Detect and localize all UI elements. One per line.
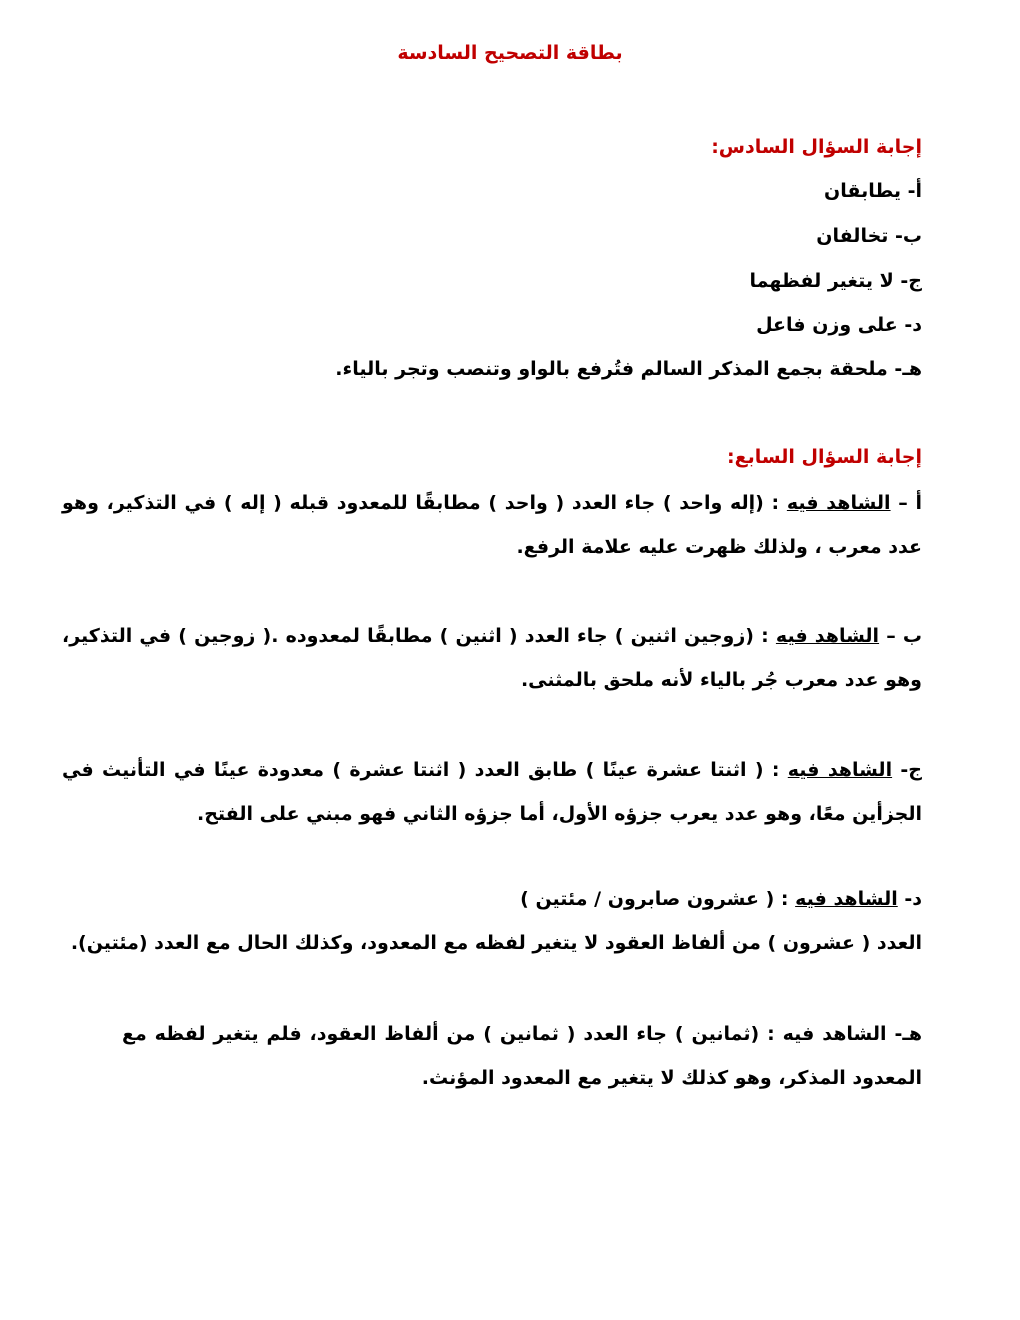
- q7-answer-d: [520, 888, 922, 910]
- q7-answer-e: هـ- الشاهد فيه : (ثمانين ) جاء العدد ( ثمانين ) من ألفاظ العقود، فلم يتغير لفظه مع المعدود المذكر، وهو كذلك لا يتغير مع المعدود المؤنث.: [122, 1023, 922, 1089]
- q7-heading: إجابة السؤال السابع:: [727, 446, 922, 468]
- q7-c-label: الشاهد فيه: [787, 759, 893, 781]
- q6-answer-a: أ- يطابقان: [824, 180, 922, 202]
- q7-a-prefix: أ –: [890, 492, 923, 514]
- q6-answer-b: ب- تخالفان: [816, 225, 922, 247]
- page-title: بطاقة التصحيح السادسة: [397, 42, 623, 64]
- q7-c-text: : ( اثنتا عشرة عينًا ) طابق العدد ( اثنتا عشرة ) معدودة عينًا في التأنيث في الجزأين معًا، وهو عدد يعرب جزؤه الأول، أما جزؤه الثاني فهو مبني على الفتح.: [62, 759, 922, 825]
- q7-answer-d-line2: العدد ( عشرون ) من ألفاظ العقود لا يتغير لفظه مع المعدود، وكذلك الحال مع العدد (مئتين).: [70, 932, 922, 954]
- q7-c-prefix: ج-: [892, 759, 922, 781]
- q7-d-label: الشاهد فيه: [795, 888, 898, 910]
- q7-b-prefix: ب –: [879, 625, 923, 647]
- q7-a-label: الشاهد فيه: [786, 492, 891, 514]
- q6-answer-d: د- على وزن فاعل: [756, 314, 922, 336]
- q7-a-text: : (إله واحد ) جاء العدد ( واحد ) مطابقًا للمعدود قبله ( إله ) في التذكير، وهو عدد معرب ، ولذلك ظهرت عليه علامة الرفع.: [62, 492, 922, 558]
- q6-heading: إجابة السؤال السادس:: [711, 136, 922, 158]
- q6-answer-e: هـ- ملحقة بجمع المذكر السالم فتُرفع بالواو وتنصب وتجر بالياء.: [335, 358, 922, 380]
- q7-answer-b: [62, 614, 922, 702]
- q6-answer-c: ج- لا يتغير لفظهما: [749, 270, 922, 292]
- q7-answer-c: [62, 748, 922, 836]
- q7-d-prefix: د-: [897, 888, 922, 910]
- q7-d-text: : ( عشرون صابرون / مئتين ): [520, 888, 796, 910]
- q7-b-text: : (زوجين اثنين ) جاء العدد ( اثنين ) مطابقًا لمعدوده .( زوجين ) في التذكير، وهو عدد معرب جُر بالياء لأنه ملحق بالمثنى.: [62, 625, 922, 691]
- q7-answer-a: [62, 481, 922, 569]
- q7-b-label: الشاهد فيه: [775, 625, 880, 647]
